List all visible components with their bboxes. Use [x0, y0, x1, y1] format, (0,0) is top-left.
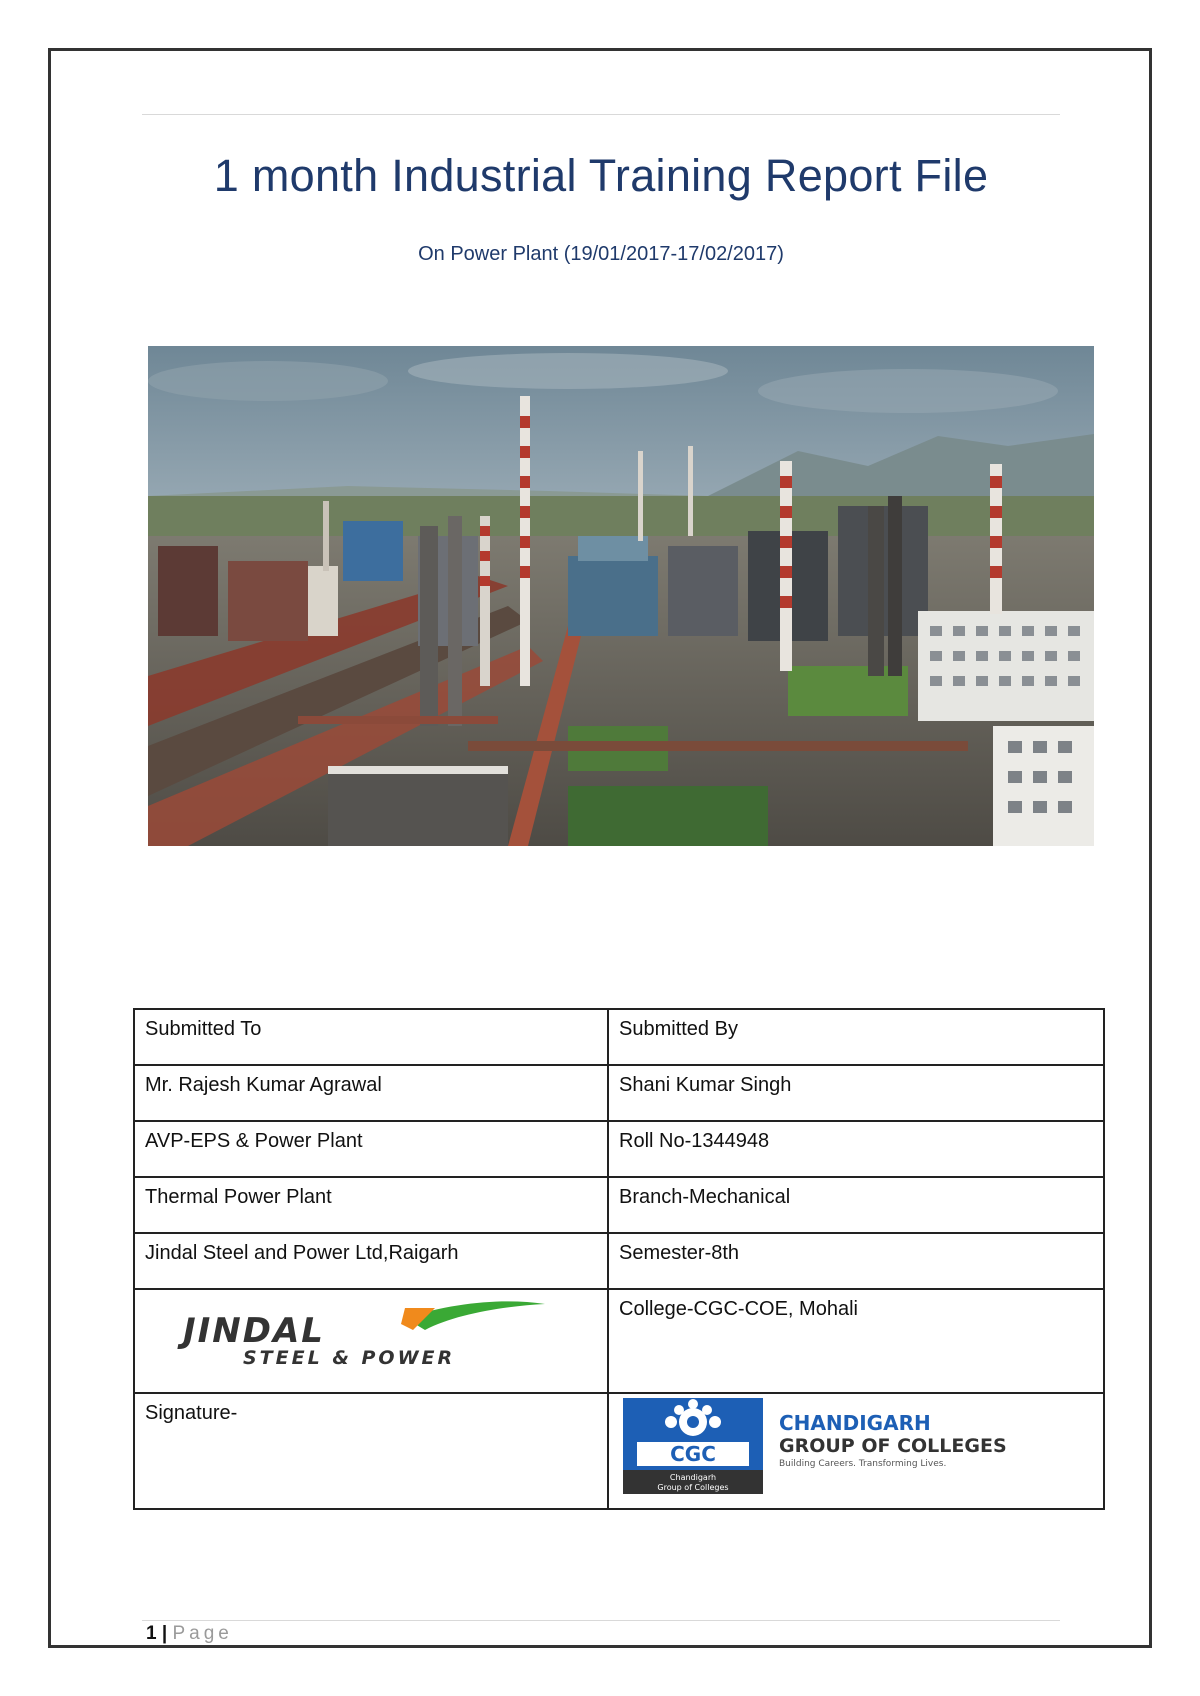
table-row	[134, 1065, 1104, 1121]
signature-label: Signature-	[134, 1393, 608, 1509]
cgc-tagline: Building Careers. Transforming Lives.	[779, 1459, 947, 1469]
industrial-plant-photo	[148, 346, 1094, 846]
table-cell: College-CGC-COE, Mohali	[608, 1289, 1104, 1393]
table-cell: Shani Kumar Singh	[608, 1065, 1104, 1121]
jindal-logo-subtitle: STEEL & POWER	[243, 1347, 456, 1369]
cgc-logo	[609, 1394, 1105, 1502]
svg-text:CGC: CGC	[670, 1442, 716, 1466]
cgc-name-line2: GROUP OF COLLEGES	[779, 1435, 1007, 1457]
table-cell: Semester-8th	[608, 1233, 1104, 1289]
table-row	[134, 1009, 1104, 1065]
table-row	[134, 1177, 1104, 1233]
table-cell: Roll No-1344948	[608, 1121, 1104, 1177]
footer-rule	[142, 1620, 1060, 1621]
jindal-logo-cell	[134, 1289, 608, 1393]
table-cell: Jindal Steel and Power Ltd,Raigarh	[134, 1233, 608, 1289]
page-word: Page	[172, 1623, 233, 1644]
table-cell: Mr. Rajesh Kumar Agrawal	[134, 1065, 608, 1121]
jindal-logo	[135, 1290, 609, 1386]
jindal-logo-wordmark: JINDAL	[183, 1311, 325, 1351]
page-footer: 1 | Page	[146, 1623, 233, 1644]
table-cell: Branch-Mechanical	[608, 1177, 1104, 1233]
table-row	[134, 1289, 1104, 1393]
table-row	[134, 1233, 1104, 1289]
table-row	[134, 1393, 1104, 1509]
cgc-name-line1: CHANDIGARH	[779, 1411, 931, 1435]
page-number: 1	[146, 1623, 157, 1644]
svg-text:Group of Colleges: Group of Colleges	[657, 1483, 729, 1492]
document-title: 1 month Industrial Training Report File	[213, 150, 989, 201]
table-row	[134, 1121, 1104, 1177]
table-cell: Thermal Power Plant	[134, 1177, 608, 1233]
document-subtitle: On Power Plant (19/01/2017-17/02/2017)	[418, 243, 784, 265]
submitted-to-label: Submitted To	[134, 1009, 608, 1065]
submitted-by-label: Submitted By	[608, 1009, 1104, 1065]
table-cell: AVP-EPS & Power Plant	[134, 1121, 608, 1177]
cgc-logo-cell	[608, 1393, 1104, 1509]
header-rule	[142, 114, 1060, 115]
submission-table	[133, 1008, 1105, 1510]
svg-text:Chandigarh: Chandigarh	[669, 1473, 717, 1482]
